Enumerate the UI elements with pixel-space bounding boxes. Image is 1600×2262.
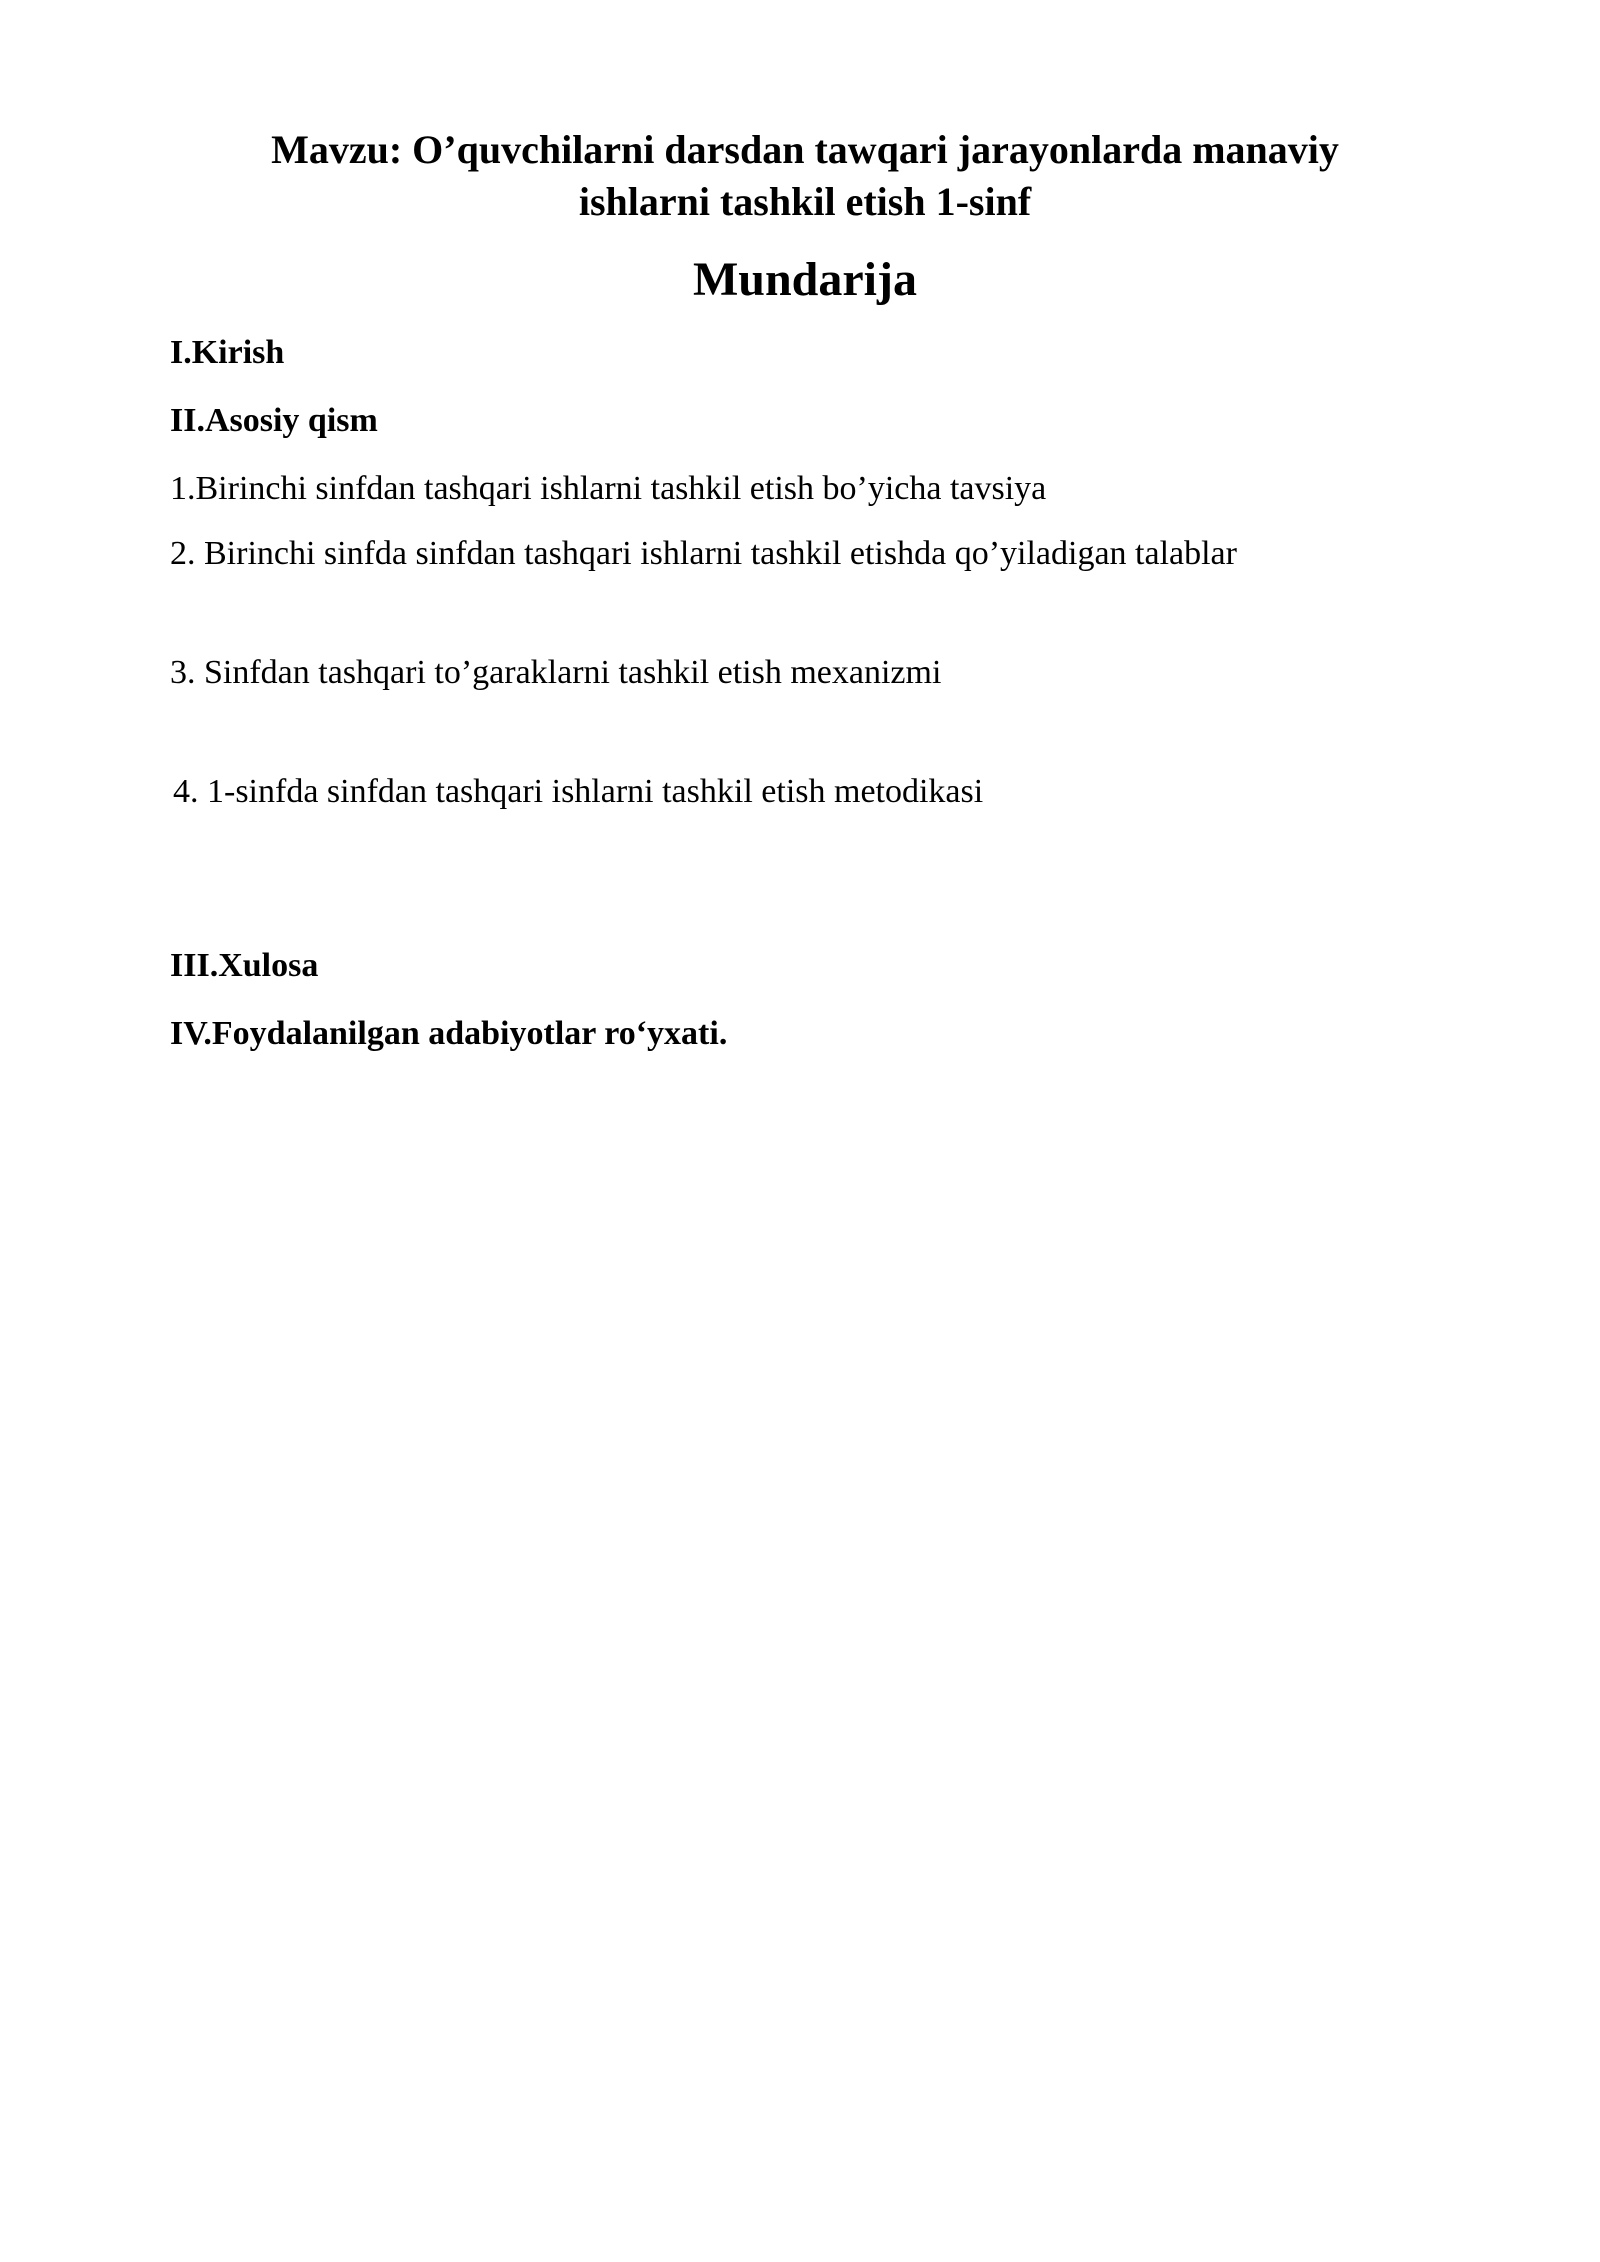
toc-subitem-2: 2. Birinchi sinfda sinfdan tashqari ishlarni tashkil etishda qo’yiladigan talablar	[170, 535, 1237, 572]
contents-heading: Mundarija	[692, 253, 917, 306]
title-line-1: Mavzu: O’quvchilarni darsdan tawqari jarayonlarda manaviy	[271, 127, 1339, 172]
toc-subitem-1: 1.Birinchi sinfdan tashqari ishlarni tashkil etish bo’yicha tavsiya	[170, 470, 1047, 507]
toc-item-introduction: I.Kirish	[170, 334, 285, 371]
toc-subitem-3: 3. Sinfdan tashqari to’garaklarni tashkil etish mexanizmi	[170, 654, 942, 691]
document-title	[160, 124, 1450, 228]
toc-item-main-part: II.Asosiy qism	[170, 402, 378, 439]
toc-item-conclusion: III.Xulosa	[170, 947, 319, 984]
title-line-2: ishlarni tashkil etish 1-sinf	[578, 179, 1032, 224]
toc-item-references: IV.Foydalanilgan adabiyotlar ro‘yxati.	[170, 1015, 728, 1052]
toc-subitem-4: 4. 1-sinfda sinfdan tashqari ishlarni tashkil etish metodikasi	[173, 773, 984, 810]
